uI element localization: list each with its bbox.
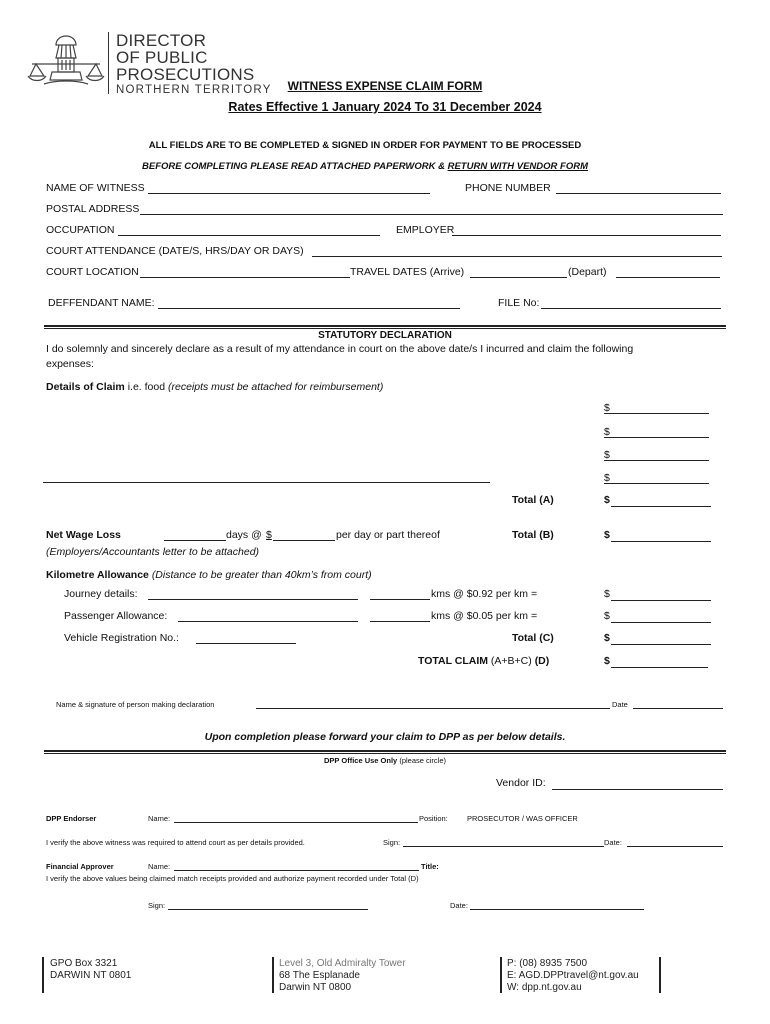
approver-sign-label: Sign: <box>148 901 166 910</box>
footer-po-box: GPO Box 3321 <box>50 958 118 969</box>
declaration-text-2: expenses: <box>46 358 94 370</box>
endorser-position-value[interactable]: PROSECUTOR / WAS OFFICER <box>467 814 578 823</box>
claim-amount-1[interactable] <box>604 402 709 414</box>
footer-address-1: Level 3, Old Admiralty Tower <box>279 958 406 969</box>
label-postal: POSTAL ADDRESS <box>46 203 140 215</box>
claim-amount-3[interactable] <box>604 449 709 461</box>
approver-sign-field[interactable] <box>168 900 368 910</box>
net-wage-rate-field[interactable] <box>273 529 335 541</box>
occupation-field[interactable] <box>118 224 380 236</box>
verify-1: I verify the above witness was required to attend court as per details provided. <box>46 838 305 847</box>
form-subtitle: Rates Effective 1 January 2024 To 31 December 2024 <box>228 100 542 114</box>
passenger-kms-field[interactable] <box>370 610 430 622</box>
total-claim-label: TOTAL CLAIM <box>418 655 488 667</box>
footer-po-city: DARWIN NT 0801 <box>50 970 132 981</box>
journey-rate: kms @ $0.92 per km = <box>431 588 538 600</box>
details-line[interactable] <box>43 471 490 483</box>
logo-line-4: NORTHERN TERRITORY <box>116 84 272 96</box>
vehicle-field[interactable] <box>196 632 296 644</box>
total-c-label: Total (C) <box>512 632 554 644</box>
footer-bar-1 <box>42 957 44 993</box>
label-attendance: COURT ATTENDANCE (DATE/S, HRS/DAY OR DAYS) <box>46 245 304 257</box>
label-employer: EMPLOYER <box>396 224 455 236</box>
label-location: COURT LOCATION <box>46 266 139 278</box>
endorser-position-label: Position: <box>419 814 448 823</box>
approver-name-field[interactable] <box>174 861 419 871</box>
per-day-label: per day or part thereof <box>336 529 440 541</box>
details-note: (receipts must be attached for reimbursement) <box>167 381 384 393</box>
approver-date-field[interactable] <box>470 900 644 910</box>
declaration-heading: STATUTORY DECLARATION <box>318 330 452 341</box>
office-divider <box>44 750 726 752</box>
passenger-rate: kms @ $0.05 per km = <box>431 610 538 622</box>
journey-dollar: $ <box>604 588 610 600</box>
passenger-dollar: $ <box>604 610 610 622</box>
footer-web[interactable]: W: dpp.nt.gov.au <box>507 982 582 993</box>
km-label: Kilometre Allowance <box>46 569 149 581</box>
footer-bar-3 <box>500 957 502 993</box>
total-c-field[interactable] <box>611 632 711 645</box>
approver-date-label: Date: <box>450 901 468 910</box>
journey-amount[interactable] <box>611 588 711 601</box>
location-field[interactable] <box>140 266 350 278</box>
declaration-text-1: I do solemnly and sincerely declare as a result of my attendance in court on the above date/s I incurred and claim the following <box>46 343 634 355</box>
total-c-dollar: $ <box>604 632 610 644</box>
phone-field[interactable] <box>556 182 721 194</box>
forward-note: Upon completion please forward your claim to DPP as per below details. <box>204 731 566 743</box>
instruction-line-1: ALL FIELDS ARE TO BE COMPLETED & SIGNED IN ORDER FOR PAYMENT TO BE PROCESSED <box>148 140 582 151</box>
approver-label: Financial Approver <box>46 862 114 871</box>
postal-field[interactable] <box>140 203 723 215</box>
total-claim-d: (D) <box>534 655 550 667</box>
section-divider <box>44 325 726 327</box>
net-wage-dollar: $ <box>266 529 272 541</box>
approver-title-label: Title: <box>421 862 439 871</box>
signature-label: Name & signature of person making declaration <box>56 700 215 709</box>
total-d-field[interactable] <box>611 655 708 668</box>
label-name: NAME OF WITNESS <box>46 182 145 194</box>
claim-dollar-4: $ <box>604 472 610 484</box>
label-file: FILE No: <box>498 297 540 309</box>
vendor-label: Vendor ID: <box>496 777 546 789</box>
label-phone: PHONE NUMBER <box>465 182 551 194</box>
footer-phone: P: (08) 8935 7500 <box>507 958 588 969</box>
form-title: WITNESS EXPENSE CLAIM FORM <box>287 79 483 93</box>
endorser-name-field[interactable] <box>174 813 418 823</box>
label-depart: (Depart) <box>568 266 607 278</box>
footer-bar-2 <box>272 957 274 993</box>
office-heading: DPP Office Use Only <box>324 756 398 765</box>
total-b-dollar: $ <box>604 529 610 541</box>
claim-dollar-2: $ <box>604 426 610 438</box>
employer-field[interactable] <box>452 224 721 236</box>
passenger-amount[interactable] <box>611 610 711 623</box>
total-d-dollar: $ <box>604 655 610 667</box>
employers-note: (Employers/Accountants letter to be attached) <box>46 546 260 558</box>
passenger-field[interactable] <box>178 610 358 622</box>
vendor-field[interactable] <box>552 777 723 790</box>
journey-kms-field[interactable] <box>370 588 430 600</box>
claim-dollar-1: $ <box>604 402 610 414</box>
instruction-line-2: BEFORE COMPLETING PLEASE READ ATTACHED PAPERWORK & <box>142 161 448 172</box>
declaration-date-field[interactable] <box>633 699 723 709</box>
label-travel: TRAVEL DATES (Arrive) <box>350 266 465 278</box>
claim-amount-2[interactable] <box>604 426 709 438</box>
total-a-field[interactable] <box>611 494 711 507</box>
endorser-label: DPP Endorser <box>46 814 97 823</box>
label-occupation: OCCUPATION <box>46 224 115 236</box>
passenger-label: Passenger Allowance: <box>64 610 168 622</box>
total-b-field[interactable] <box>611 529 711 542</box>
section-divider-thin <box>44 328 726 329</box>
endorser-sign-field[interactable] <box>403 837 604 847</box>
claim-amount-4[interactable] <box>604 472 709 484</box>
endorser-date-field[interactable] <box>627 837 723 847</box>
days-at-label: days @ <box>226 529 262 541</box>
journey-label: Journey details: <box>64 588 138 600</box>
instruction-return-vendor: RETURN WITH VENDOR FORM <box>447 161 588 172</box>
net-wage-days-field[interactable] <box>164 529 226 541</box>
details-label: Details of Claim <box>46 381 125 393</box>
file-field[interactable] <box>541 297 721 309</box>
endorser-name-label: Name: <box>148 814 171 823</box>
defendant-field[interactable] <box>158 297 460 309</box>
total-a-label: Total (A) <box>512 494 554 506</box>
approver-name-label: Name: <box>148 862 171 871</box>
office-divider-thin <box>44 753 726 754</box>
footer-address-3: Darwin NT 0800 <box>279 982 352 993</box>
travel-arrive-field[interactable] <box>470 266 567 278</box>
logo-line-2: OF PUBLIC <box>116 48 208 67</box>
footer-email[interactable]: E: AGD.DPPtravel@nt.gov.au <box>507 970 639 981</box>
endorser-date-label: Date: <box>604 838 622 847</box>
footer-bar-4 <box>659 957 661 993</box>
travel-depart-field[interactable] <box>616 266 720 278</box>
name-field[interactable] <box>148 182 430 194</box>
journey-field[interactable] <box>148 588 358 600</box>
endorser-sign-label: Sign: <box>383 838 401 847</box>
net-wage-label: Net Wage Loss <box>46 529 121 541</box>
logo-line-1: DIRECTOR <box>116 31 207 50</box>
claim-dollar-3: $ <box>604 449 610 461</box>
signature-field[interactable] <box>256 699 610 709</box>
details-eg: i.e. food <box>124 381 168 393</box>
declaration-date-label: Date <box>612 700 628 709</box>
total-claim-abc: (A+B+C) <box>488 655 535 667</box>
footer-address-2: 68 The Esplanade <box>279 970 360 981</box>
office-heading-note: (please circle) <box>397 756 446 765</box>
vehicle-label: Vehicle Registration No.: <box>64 632 179 644</box>
km-note: (Distance to be greater than 40km’s from court) <box>151 569 372 581</box>
total-b-label: Total (B) <box>512 529 554 541</box>
verify-2: I verify the above values being claimed match receipts provided and authorize payment recorded under Total (D) <box>46 874 419 883</box>
label-defendant: DEFFENDANT NAME: <box>48 297 155 309</box>
attendance-field[interactable] <box>312 245 722 257</box>
logo-line-3: PROSECUTIONS <box>116 65 255 84</box>
total-a-dollar: $ <box>604 494 610 506</box>
